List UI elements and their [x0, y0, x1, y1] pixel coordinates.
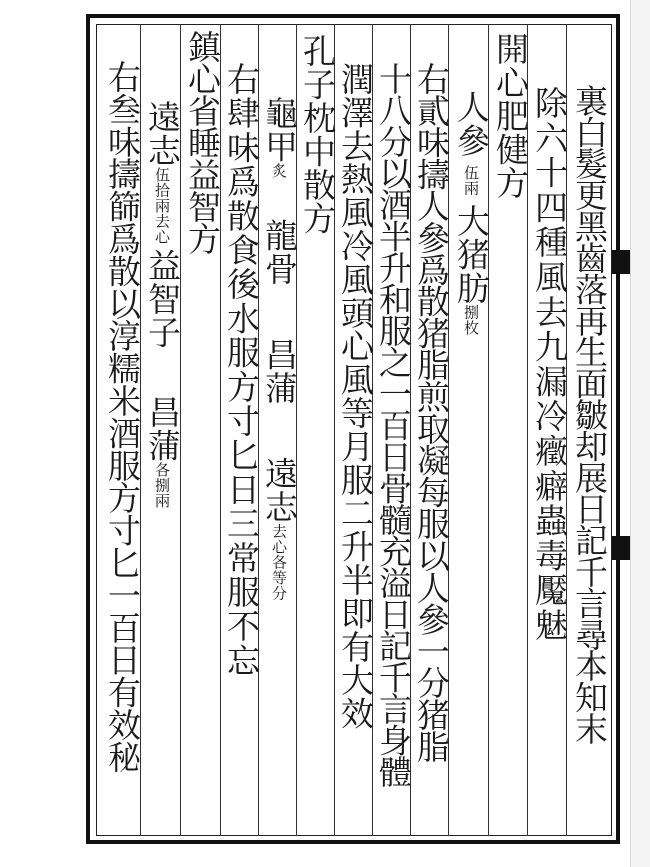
text-column-6: 十八分以酒半升和服之一百日骨髓充溢日記千言身體 — [374, 62, 413, 787]
text-column-12 — [143, 100, 182, 509]
text-column-13: 右叁味擣篩爲散以淳糯米酒服方寸匕一百日有效秘 — [103, 60, 142, 773]
ingredient-pork-fat: 大猪肪 — [452, 204, 491, 305]
text-column-8: 孔子枕中散方 — [298, 34, 337, 235]
ingredient-tortoise-shell: 龜甲 — [260, 96, 299, 163]
ingredient-dragon-bone: 龍骨 — [260, 218, 299, 286]
ingredient-polygala: 遠志 — [260, 456, 299, 524]
ingredient-ginseng: 人參 — [452, 90, 491, 157]
ingredient-note: 伍拾兩去心 — [153, 167, 171, 245]
page-edge — [630, 0, 650, 867]
fishtail-mark-bottom — [612, 536, 630, 560]
text-column-9 — [260, 96, 299, 601]
text-column-3: 開心肥健方 — [491, 32, 530, 200]
fishtail-mark-top — [612, 250, 630, 274]
text-column-5: 右貳味擣人參爲散猪脂煎取凝每服以人參一分猪脂 — [412, 62, 451, 762]
text-column-1: 裏白髮更黑齒落再生面皺却展日記千言尋本知末 — [570, 84, 609, 744]
ingredient-alpinia: 益智子 — [143, 248, 182, 349]
ingredient-polygala: 遠志 — [143, 100, 182, 167]
ingredient-note: 去心各等分 — [270, 523, 288, 601]
ingredient-calamus: 昌蒲 — [260, 337, 299, 405]
text-column-4 — [452, 90, 491, 336]
text-column-2: 除六十四種風去九漏冷癥癖蟲毒魘魅 — [530, 86, 569, 643]
text-column-7: 潤澤去熱風冷風頭心風等月服二升半即有大效 — [336, 62, 375, 730]
ingredient-note: 炙 — [270, 163, 288, 179]
text-column-10: 右肆味爲散食後水服方寸匕日三常服不忘 — [222, 62, 261, 678]
ingredient-note: 捌枚 — [462, 304, 480, 336]
ingredient-calamus: 昌蒲 — [143, 395, 182, 462]
text-column-11: 鎮心省睡益智方 — [183, 30, 222, 254]
ingredient-note: 伍兩 — [462, 165, 480, 196]
ingredient-note: 各捌兩 — [153, 462, 171, 509]
